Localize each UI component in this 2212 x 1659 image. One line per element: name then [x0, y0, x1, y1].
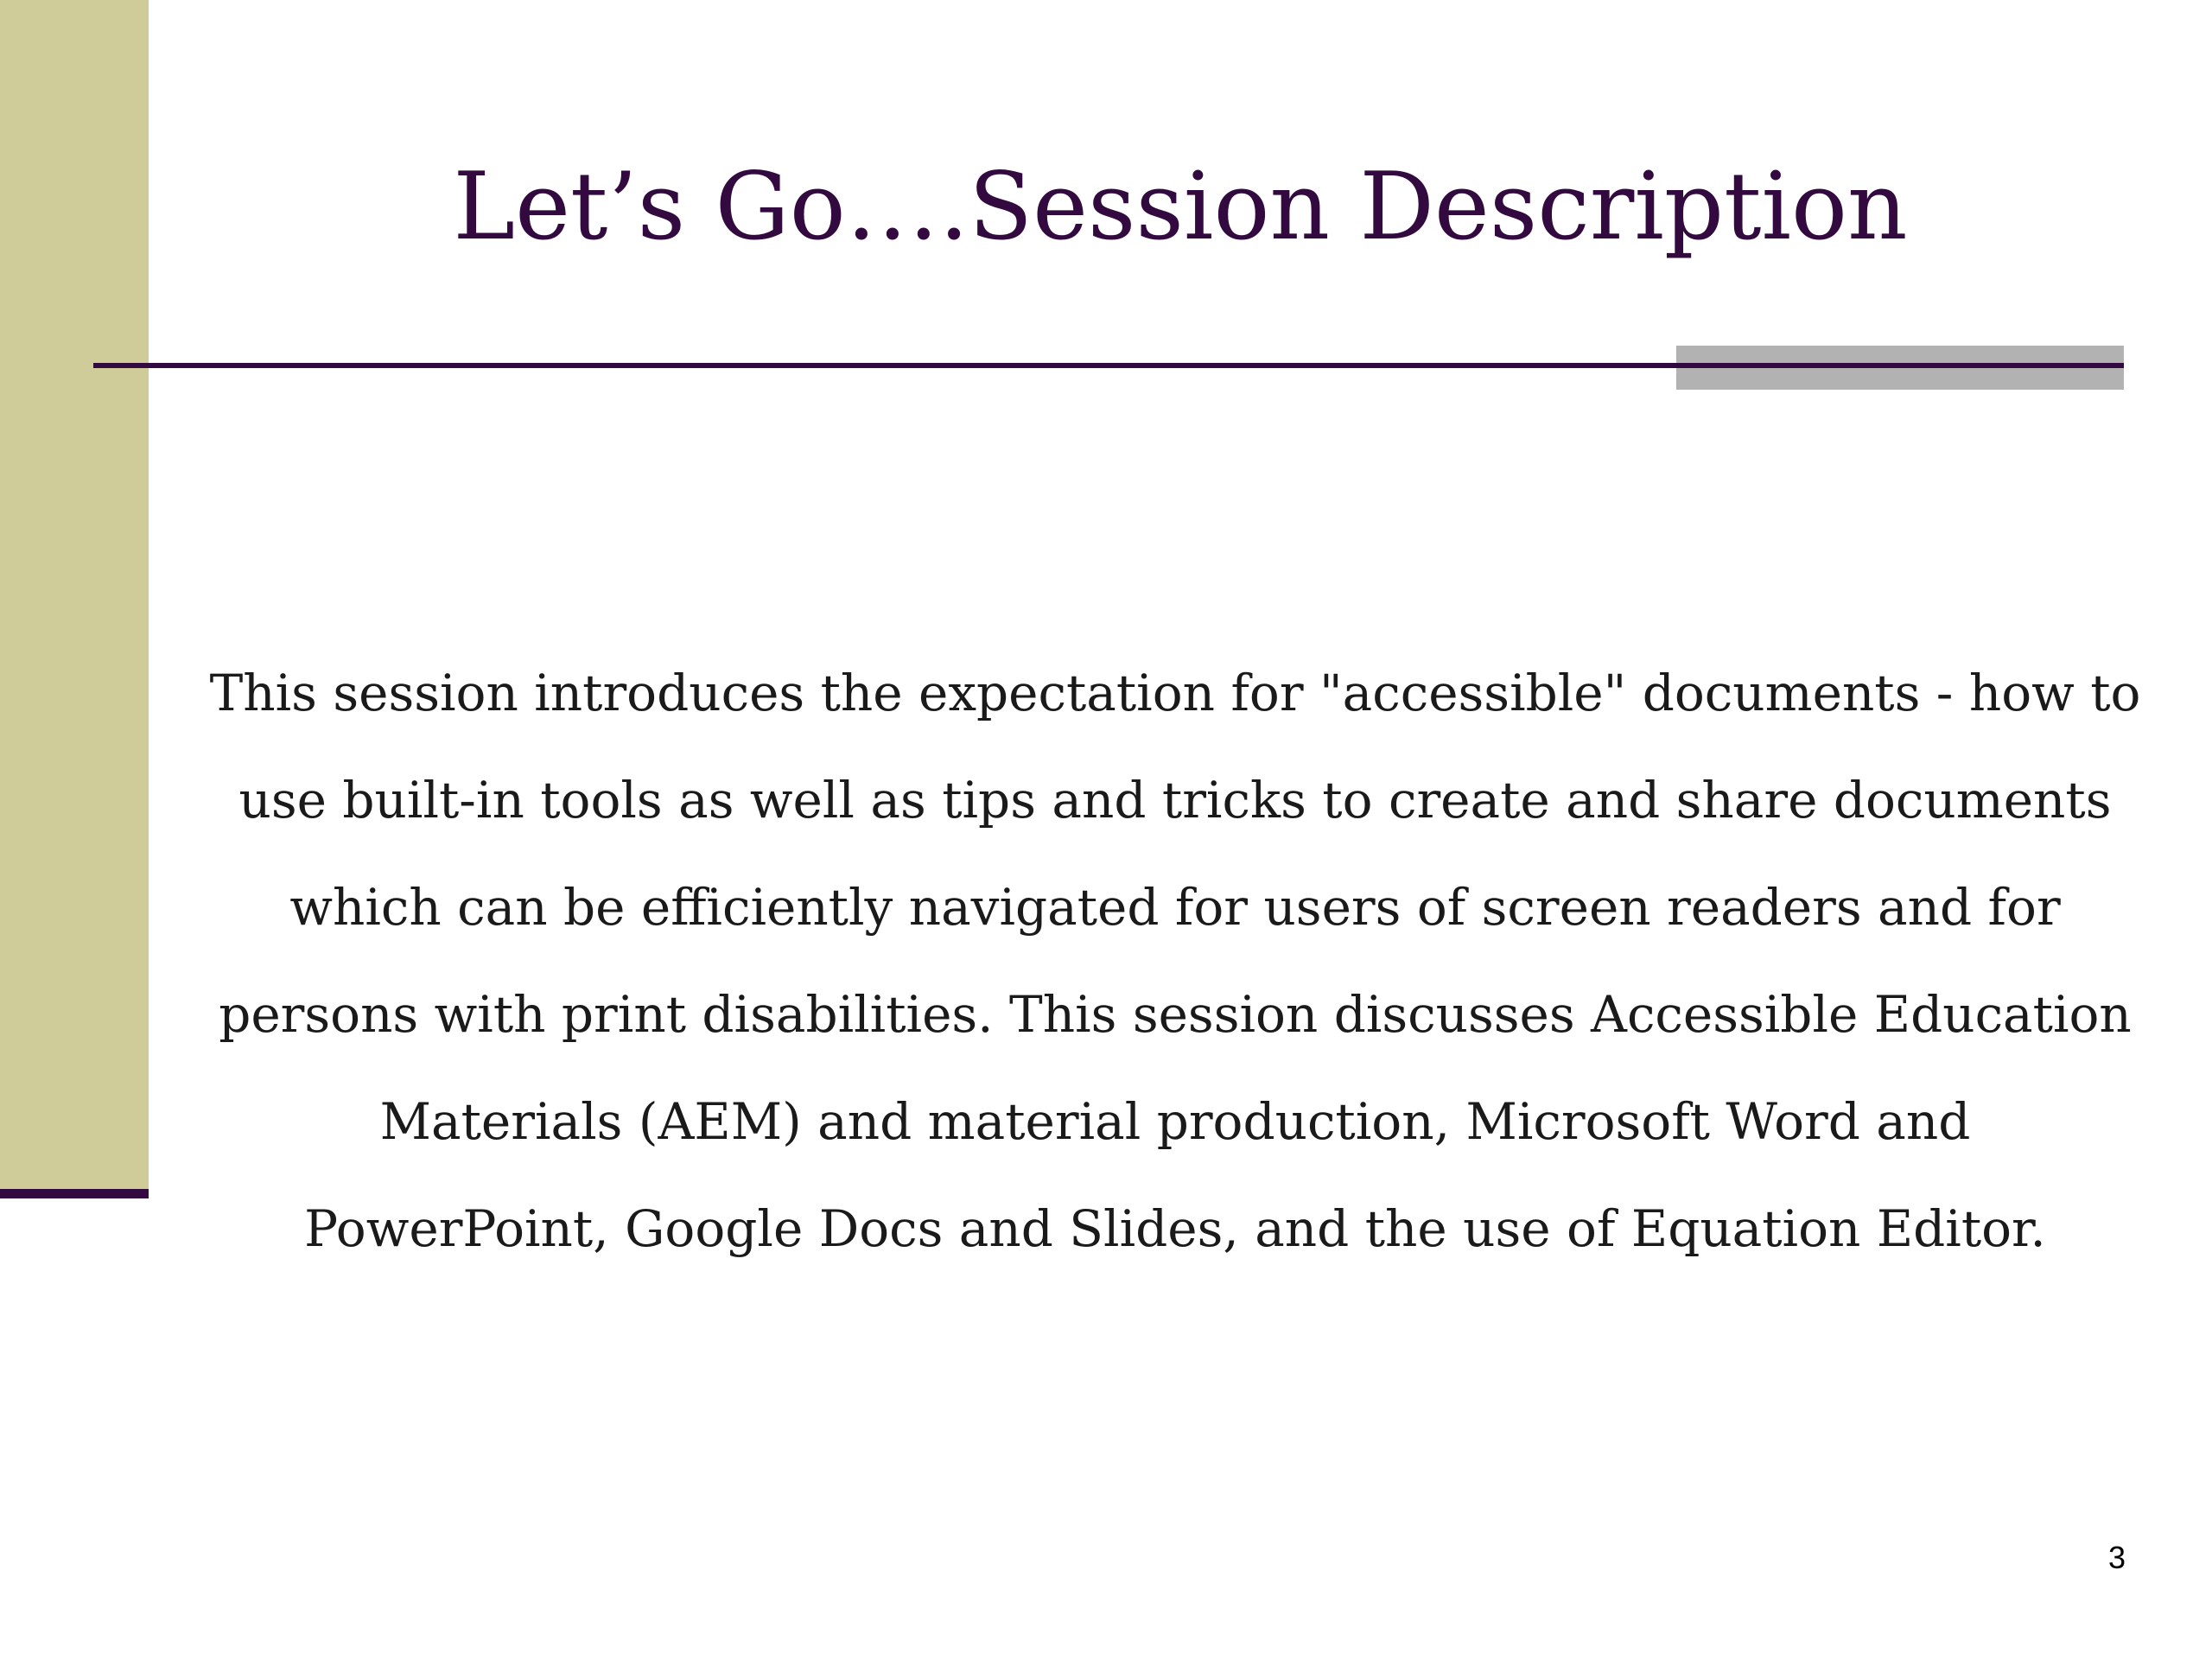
description-line: which can be efficiently navigated for users of screen readers and for: [289, 878, 2061, 937]
side-accent-bar: [0, 0, 149, 1189]
description-line: use built-in tools as well as tips and tricks to create and share documents: [238, 771, 2112, 830]
description-line: Materials (AEM) and material production, Microsoft Word and: [379, 1092, 1971, 1151]
description-line: persons with print disabilities. This session discusses Accessible Education: [219, 985, 2132, 1044]
slide-title: Let’s Go….Session Description: [453, 153, 1908, 261]
title-underline-rule: [93, 363, 2124, 368]
description-line: This session introduces the expectation for "accessible" documents - how to: [209, 664, 2141, 722]
description-line: PowerPoint, Google Docs and Slides, and the use of Equation Editor.: [304, 1199, 2046, 1258]
side-accent-bar-foot: [0, 1189, 149, 1198]
session-description: [173, 639, 2177, 1282]
page-number: 3: [2107, 1540, 2126, 1575]
